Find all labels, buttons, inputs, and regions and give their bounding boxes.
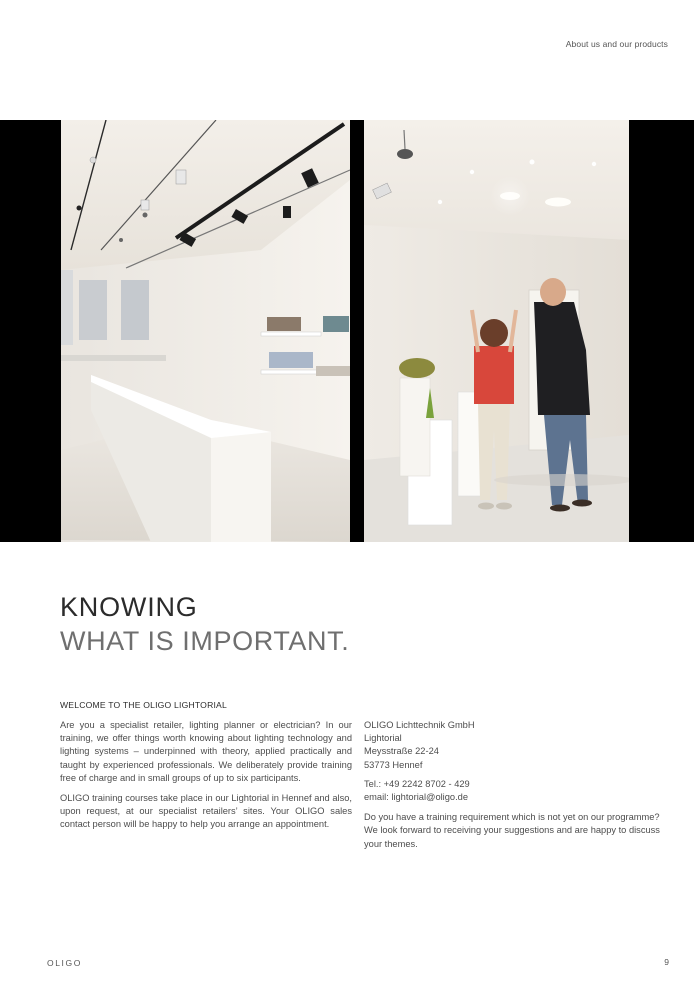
department-name: Lightorial [364,733,402,744]
showroom-photo [61,120,350,542]
company-name: OLIGO Lichttechnik GmbH [364,720,475,730]
visitors-photo [364,120,629,542]
page-number: 9 [664,957,669,967]
headline-line-2: WHAT IS IMPORTANT. [60,626,350,656]
intro-paragraph-2: OLIGO training courses take place in our Lightorial in Hennef and also, upon request, at our specialist retailers’ sites. Your OLIGO sales contact person will be happy to help you arrange an appointment. [60,793,352,830]
contact-column [364,719,660,851]
training-request-paragraph: Do you have a training requirement which is not yet on our programme? We look forward to receiving your suggestions and are happy to discuss your themes. [364,812,660,849]
address-block [364,719,660,772]
oligo-logo: OLIGO [47,958,82,968]
intro-paragraph-1: Are you a specialist retailer, lighting planner or electrician? In our training, we offer things worth knowing about lighting technology and lighting systems – underpinned with theory, applied practically and taught by experienced professionals. We deliberately provide training free of charge and in small groups of up to six participants. [60,720,352,783]
headline-line-1: KNOWING [60,592,198,622]
contact-block [364,778,660,804]
section-title: WELCOME TO THE OLIGO LIGHTORIAL [60,700,227,710]
headline [60,590,349,658]
intro-column [60,719,352,839]
section-link[interactable]: About us and our products [565,39,668,49]
email-address[interactable]: email: lightorial@oligo.de [364,792,469,803]
photo-band [0,120,694,542]
phone-number[interactable]: Tel.: +49 2242 8702 - 429 [364,778,470,789]
city-address: 53773 Hennef [364,759,423,770]
street-address: Meysstraße 22-24 [364,746,439,757]
